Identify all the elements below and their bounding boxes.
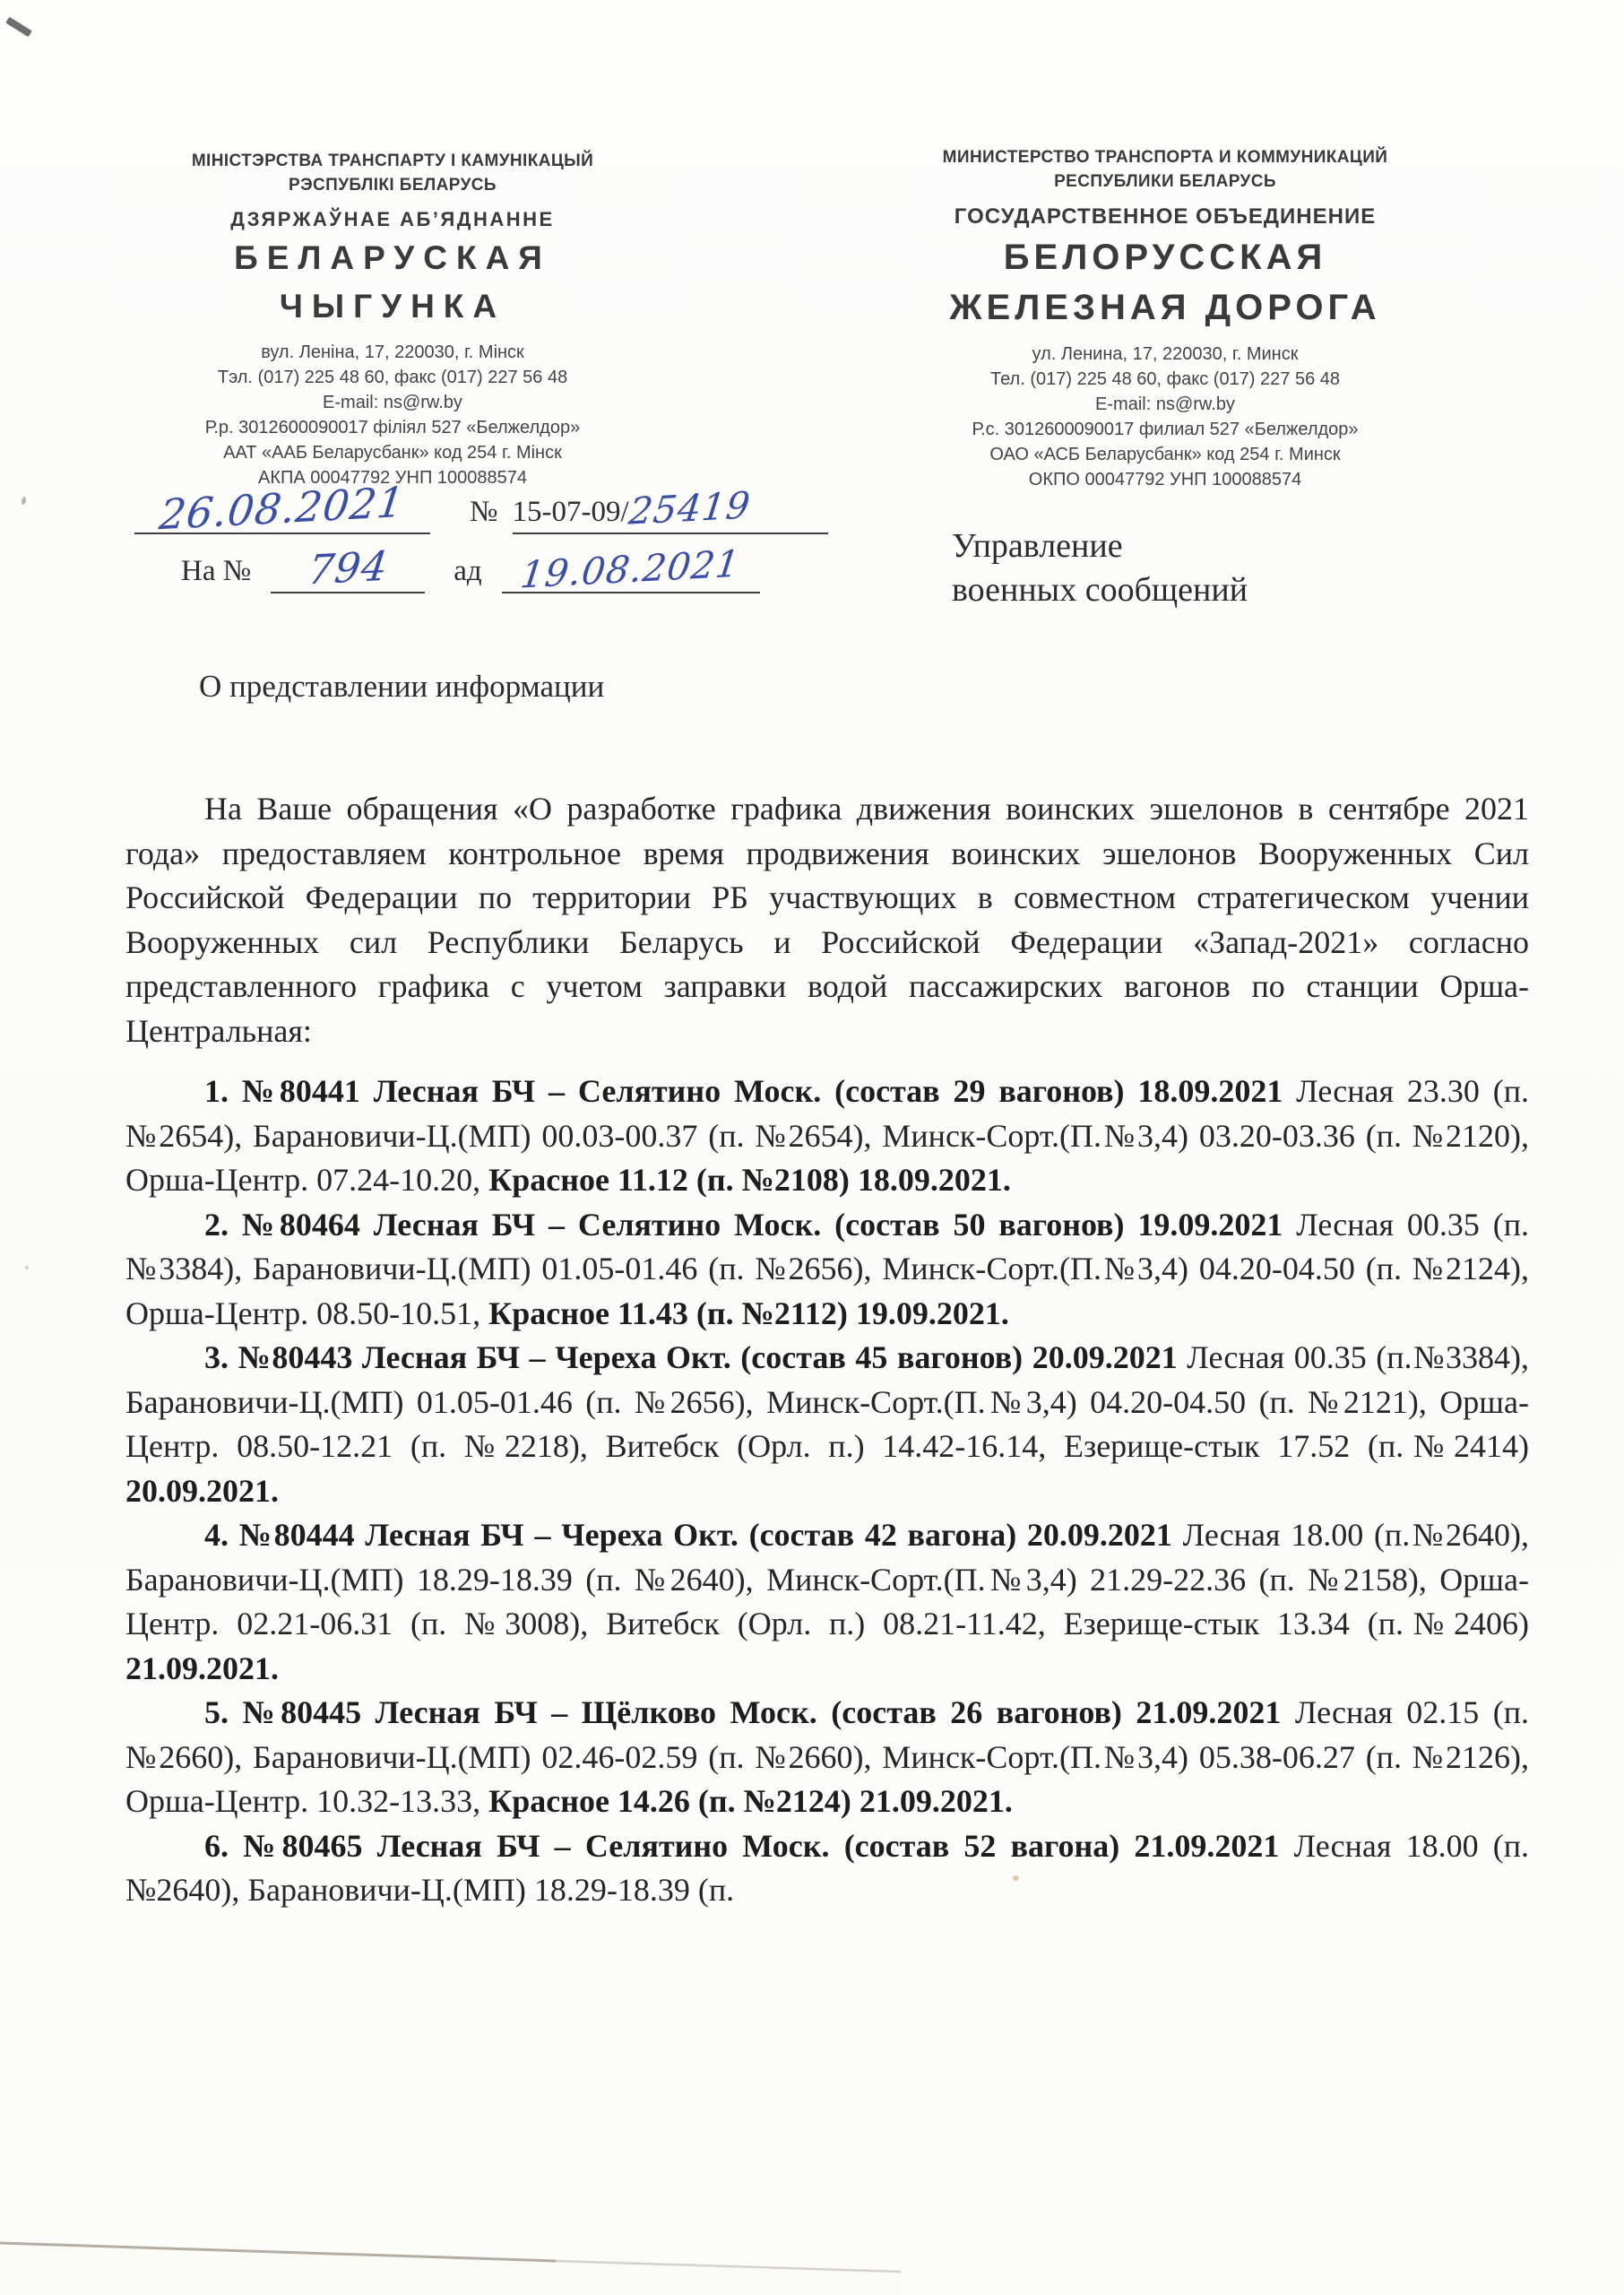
number-sign-label: № [470,496,498,528]
recipient-line1: Управление [952,527,1123,565]
codes-ru: ОКПО 00047792 УНП 100088574 [1028,470,1302,489]
train-3-route: Лесная 00.35 (п.№3384), Барановичи-Ц.(МП) 01.05-01.46 (п. №2656), Минск-Сорт.(П.№3,4) 04.20-04.50 (п. №2121), Орша-Центр. 08.50-12.21 (п. №2218), Витебск (Орл. п.) 14.42-16.14, Езерище-стык 17.52 (п.№2414) [125,1339,1530,1464]
bank-by: ААТ «ААБ Беларусбанк» код 254 г. Мінск [223,443,562,463]
train-item-3 [125,1336,1529,1513]
train-5-tail: Красное 14.26 (п. №2124) 21.09.2021. [488,1783,1013,1819]
train-2-head: 2. №80464 Лесная БЧ – Селятино Моск. (состав 50 вагонов) 19.09.2021 [204,1206,1283,1243]
org-name-ru-line2: ЖЕЛЕЗНАЯ ДОРОГА [949,288,1381,327]
outgoing-date-field [134,477,430,540]
org-type-by: ДЗЯРЖАЎНАЕ АБ’ЯДНАННЕ [230,208,555,230]
scan-speck [21,497,27,506]
letter-body [125,787,1529,1913]
train-item-2 [125,1203,1529,1337]
train-4-tail: 21.09.2021. [125,1650,279,1686]
org-name-ru-line1: БЕЛОРУССКАЯ [1003,238,1327,277]
subject-line: О представлении информации [199,669,605,704]
train-1-tail: Красное 11.12 (п. №2108) 18.09.2021. [488,1162,1011,1198]
org-name-by-line2: ЧЫГУНКА [279,288,506,325]
train-item-5 [125,1691,1529,1824]
outgoing-number-typed: 15-07-09/ [512,496,629,528]
account-by: Р.р. 3012600090017 філіял 527 «Белжелдор» [204,418,581,437]
ministry-name-by-line2: РЭСПУБЛІКІ БЕЛАРУСЬ [289,176,497,195]
train-4-head: 4. №80444 Лесная БЧ – Череха Окт. (состав 42 вагона) 20.09.2021 [204,1517,1172,1553]
account-ru: Р.с. 3012600090017 филиал 527 «Белжелдор» [972,420,1359,439]
reply-number-handwritten: 794 [305,541,391,594]
train-2-tail: Красное 11.43 (п. №2112) 19.09.2021. [488,1295,1009,1331]
email-by: E-mail: ns@rw.by [323,393,462,412]
bank-ru: ОАО «АСБ Беларусбанк» код 254 г. Минск [989,445,1341,464]
outgoing-date-handwritten: 26.08.2021 [157,477,408,540]
train-5-route: Лесная 02.15 (п.№2660), Барановичи-Ц.(МП) 02.46-02.59 (п. №2660), Минск-Сорт.(П.№3,4) 05.38-06.27 (п. №2126), Орша-Центр. 10.32-13.33, [125,1694,1529,1819]
train-3-head: 3. №80443 Лесная БЧ – Череха Окт. (состав 45 вагонов) 20.09.2021 [204,1339,1178,1375]
phone-ru: Тел. (017) 225 48 60, факс (017) 227 56 48 [990,369,1340,389]
email-ru: E-mail: ns@rw.by [1095,394,1235,414]
intro-paragraph: На Ваше обращения «О разработке графика движения воинских эшелонов в сентябре 2021 года» предоставляем контрольное время продвижения воинских эшелонов Вооруженных Сил Российской Федерации по территории РБ участвующих в совместном стратегическом учении Вооруженных сил Республики Беларусь и Российской Федерации «Запад-2021» согласно представленного графика с учетом заправки водой пассажирских вагонов по станции Орша-Центральная: [125,791,1529,1049]
address-by: вул. Леніна, 17, 220030, г. Мінск [261,342,524,362]
reply-to-label: На № [181,555,252,587]
scan-page-edge [0,2223,1624,2295]
train-item-6 [125,1824,1529,1913]
letterhead-belarusian [142,149,644,490]
phone-by: Тэл. (017) 225 48 60, факс (017) 227 56 48 [217,368,568,387]
train-1-head: 1. №80441 Лесная БЧ – Селятино Моск. (состав 29 вагонов) 18.09.2021 [204,1073,1283,1109]
reference-line-reply [134,541,878,597]
scan-corner-mark [5,17,32,38]
train-3-tail: 20.09.2021. [125,1472,279,1509]
train-2-route: Лесная 00.35 (п.№3384), Барановичи-Ц.(МП) 01.05-01.46 (п. №2656), Минск-Сорт.(П.№3,4) 04.20-04.50 (п. №2124), Орша-Центр. 08.50-10.51, [125,1206,1529,1331]
train-item-1 [125,1070,1529,1203]
ministry-name-ru-line1: МИНИСТЕРСТВО ТРАНСПОРТА И КОММУНИКАЦИЙ [942,148,1388,167]
from-date-label: ад [454,555,482,587]
codes-by: АКПА 00047792 УНП 100088574 [258,468,527,488]
org-contacts-ru [896,342,1434,492]
recipient-line2: военных сообщений [952,571,1248,609]
outgoing-number-handwritten: 25419 [626,483,753,533]
reply-date-handwritten: 19.08.2021 [518,541,743,597]
org-name-by-line1: БЕЛАРУСКАЯ [234,239,551,276]
letterhead-russian [896,145,1434,492]
org-contacts-by [142,340,644,490]
train-item-4 [125,1513,1529,1691]
train-6-head: 6. №80465 Лесная БЧ – Селятино Моск. (состав 52 вагона) 21.09.2021 [204,1827,1280,1864]
train-4-route: Лесная 18.00 (п.№2640), Барановичи-Ц.(МП) 18.29-18.39 (п. №2640), Минск-Сорт.(П.№3,4) 21.29-22.36 (п. №2158), Орша-Центр. 02.21-06.31 (п. №3008), Витебск (Орл. п.) 08.21-11.42, Езерище-стык 13.34 (п.№2406) [125,1517,1530,1641]
train-6-route: Лесная 18.00 (п.№2640), Барановичи-Ц.(МП) 18.29-18.39 (п. [125,1827,1529,1908]
reply-number-field [271,541,425,594]
scan-speck [25,1266,29,1269]
address-ru: ул. Ленина, 17, 220030, г. Минск [1032,344,1299,364]
train-5-head: 5. №80445 Лесная БЧ – Щёлково Моск. (состав 26 вагонов) 21.09.2021 [204,1694,1282,1730]
ministry-name-by-line1: МІНІСТЭРСТВА ТРАНСПАРТУ І КАМУНІКАЦЫЙ [191,152,594,170]
org-type-ru: ГОСУДАРСТВЕННОЕ ОБЪЕДИНЕНИЕ [954,204,1377,229]
reply-date-field [502,541,760,597]
outgoing-number-field [512,483,828,534]
ministry-name-ru-line2: РЕСПУБЛИКИ БЕЛАРУСЬ [1054,172,1276,191]
recipient-block [952,524,1248,612]
train-1-route: Лесная 23.30 (п.№2654), Барановичи-Ц.(МП) 00.03-00.37 (п. №2654), Минск-Сорт.(П.№3,4) 03.20-03.36 (п. №2120), Орша-Центр. 07.24-10.20, [125,1073,1529,1198]
